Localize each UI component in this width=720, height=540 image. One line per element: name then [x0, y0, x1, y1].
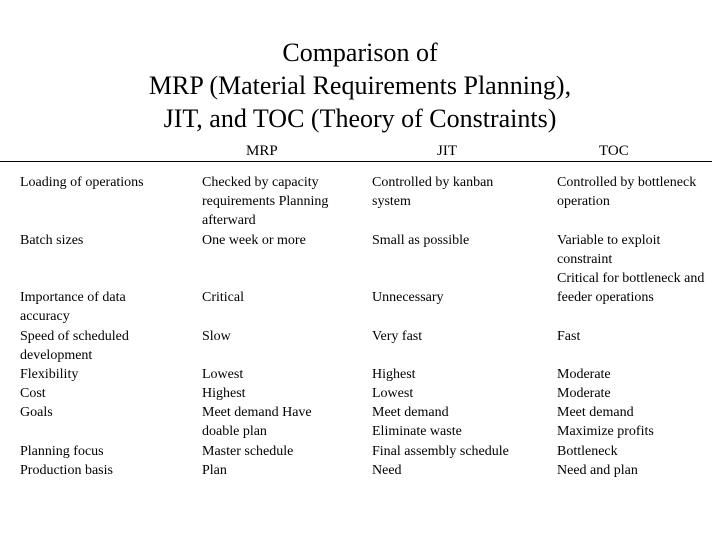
cell-mrp: One week or more — [202, 233, 306, 248]
title-line-3: JIT, and TOC (Theory of Constraints) — [163, 104, 557, 133]
title-line-1: Comparison of — [282, 38, 438, 67]
cell-toc: Fast — [557, 329, 581, 344]
row-label: Loading of operations — [20, 175, 144, 190]
cell-toc: Need and plan — [557, 463, 638, 478]
cell-mrp: Plan — [202, 463, 227, 478]
cell-jit: Final assembly schedule — [372, 444, 509, 459]
cell-toc: Moderate — [557, 367, 611, 382]
cell-jit: Unnecessary — [372, 290, 444, 305]
header-divider — [0, 161, 712, 162]
cell-jit: Lowest — [372, 386, 414, 401]
column-header-mrp: MRP — [246, 143, 278, 159]
column-header-jit: JIT — [437, 143, 457, 159]
cell-jit: Meet demand Eliminate waste — [372, 405, 462, 440]
cell-jit: Need — [372, 463, 402, 478]
cell-jit: Very fast — [372, 329, 423, 344]
row-label: Goals — [20, 405, 53, 420]
cell-toc: Bottleneck — [557, 444, 618, 459]
cell-jit: Controlled by kanban system — [372, 175, 494, 210]
row-label: Flexibility — [20, 367, 79, 382]
cell-toc: Critical for bottleneck and feeder operations — [557, 271, 705, 306]
cell-mrp: Checked by capacity requirements Planning afterward — [202, 175, 329, 229]
cell-mrp: Lowest — [202, 367, 244, 382]
row-label: Planning focus — [20, 444, 104, 459]
cell-mrp: Critical — [202, 290, 244, 305]
row-label: Batch sizes — [20, 233, 84, 248]
cell-mrp: Slow — [202, 329, 231, 344]
row-label: Production basis — [20, 463, 113, 478]
cell-jit: Small as possible — [372, 233, 470, 248]
slide-title — [0, 36, 720, 135]
cell-jit: Highest — [372, 367, 416, 382]
cell-toc: Controlled by bottleneck operation — [557, 175, 697, 210]
cell-toc: Variable to exploit constraint — [557, 233, 661, 268]
row-label: Cost — [20, 386, 46, 401]
row-label: Importance of data accuracy — [20, 290, 126, 325]
cell-toc: Moderate — [557, 386, 611, 401]
cell-mrp: Highest — [202, 386, 246, 401]
cell-mrp: Master schedule — [202, 444, 294, 459]
cell-mrp: Meet demand Have doable plan — [202, 405, 312, 440]
row-label: Speed of scheduled development — [20, 329, 129, 364]
cell-toc: Meet demand Maximize profits — [557, 405, 654, 440]
title-line-2: MRP (Material Requirements Planning), — [148, 71, 572, 100]
column-header-toc: TOC — [599, 143, 629, 159]
